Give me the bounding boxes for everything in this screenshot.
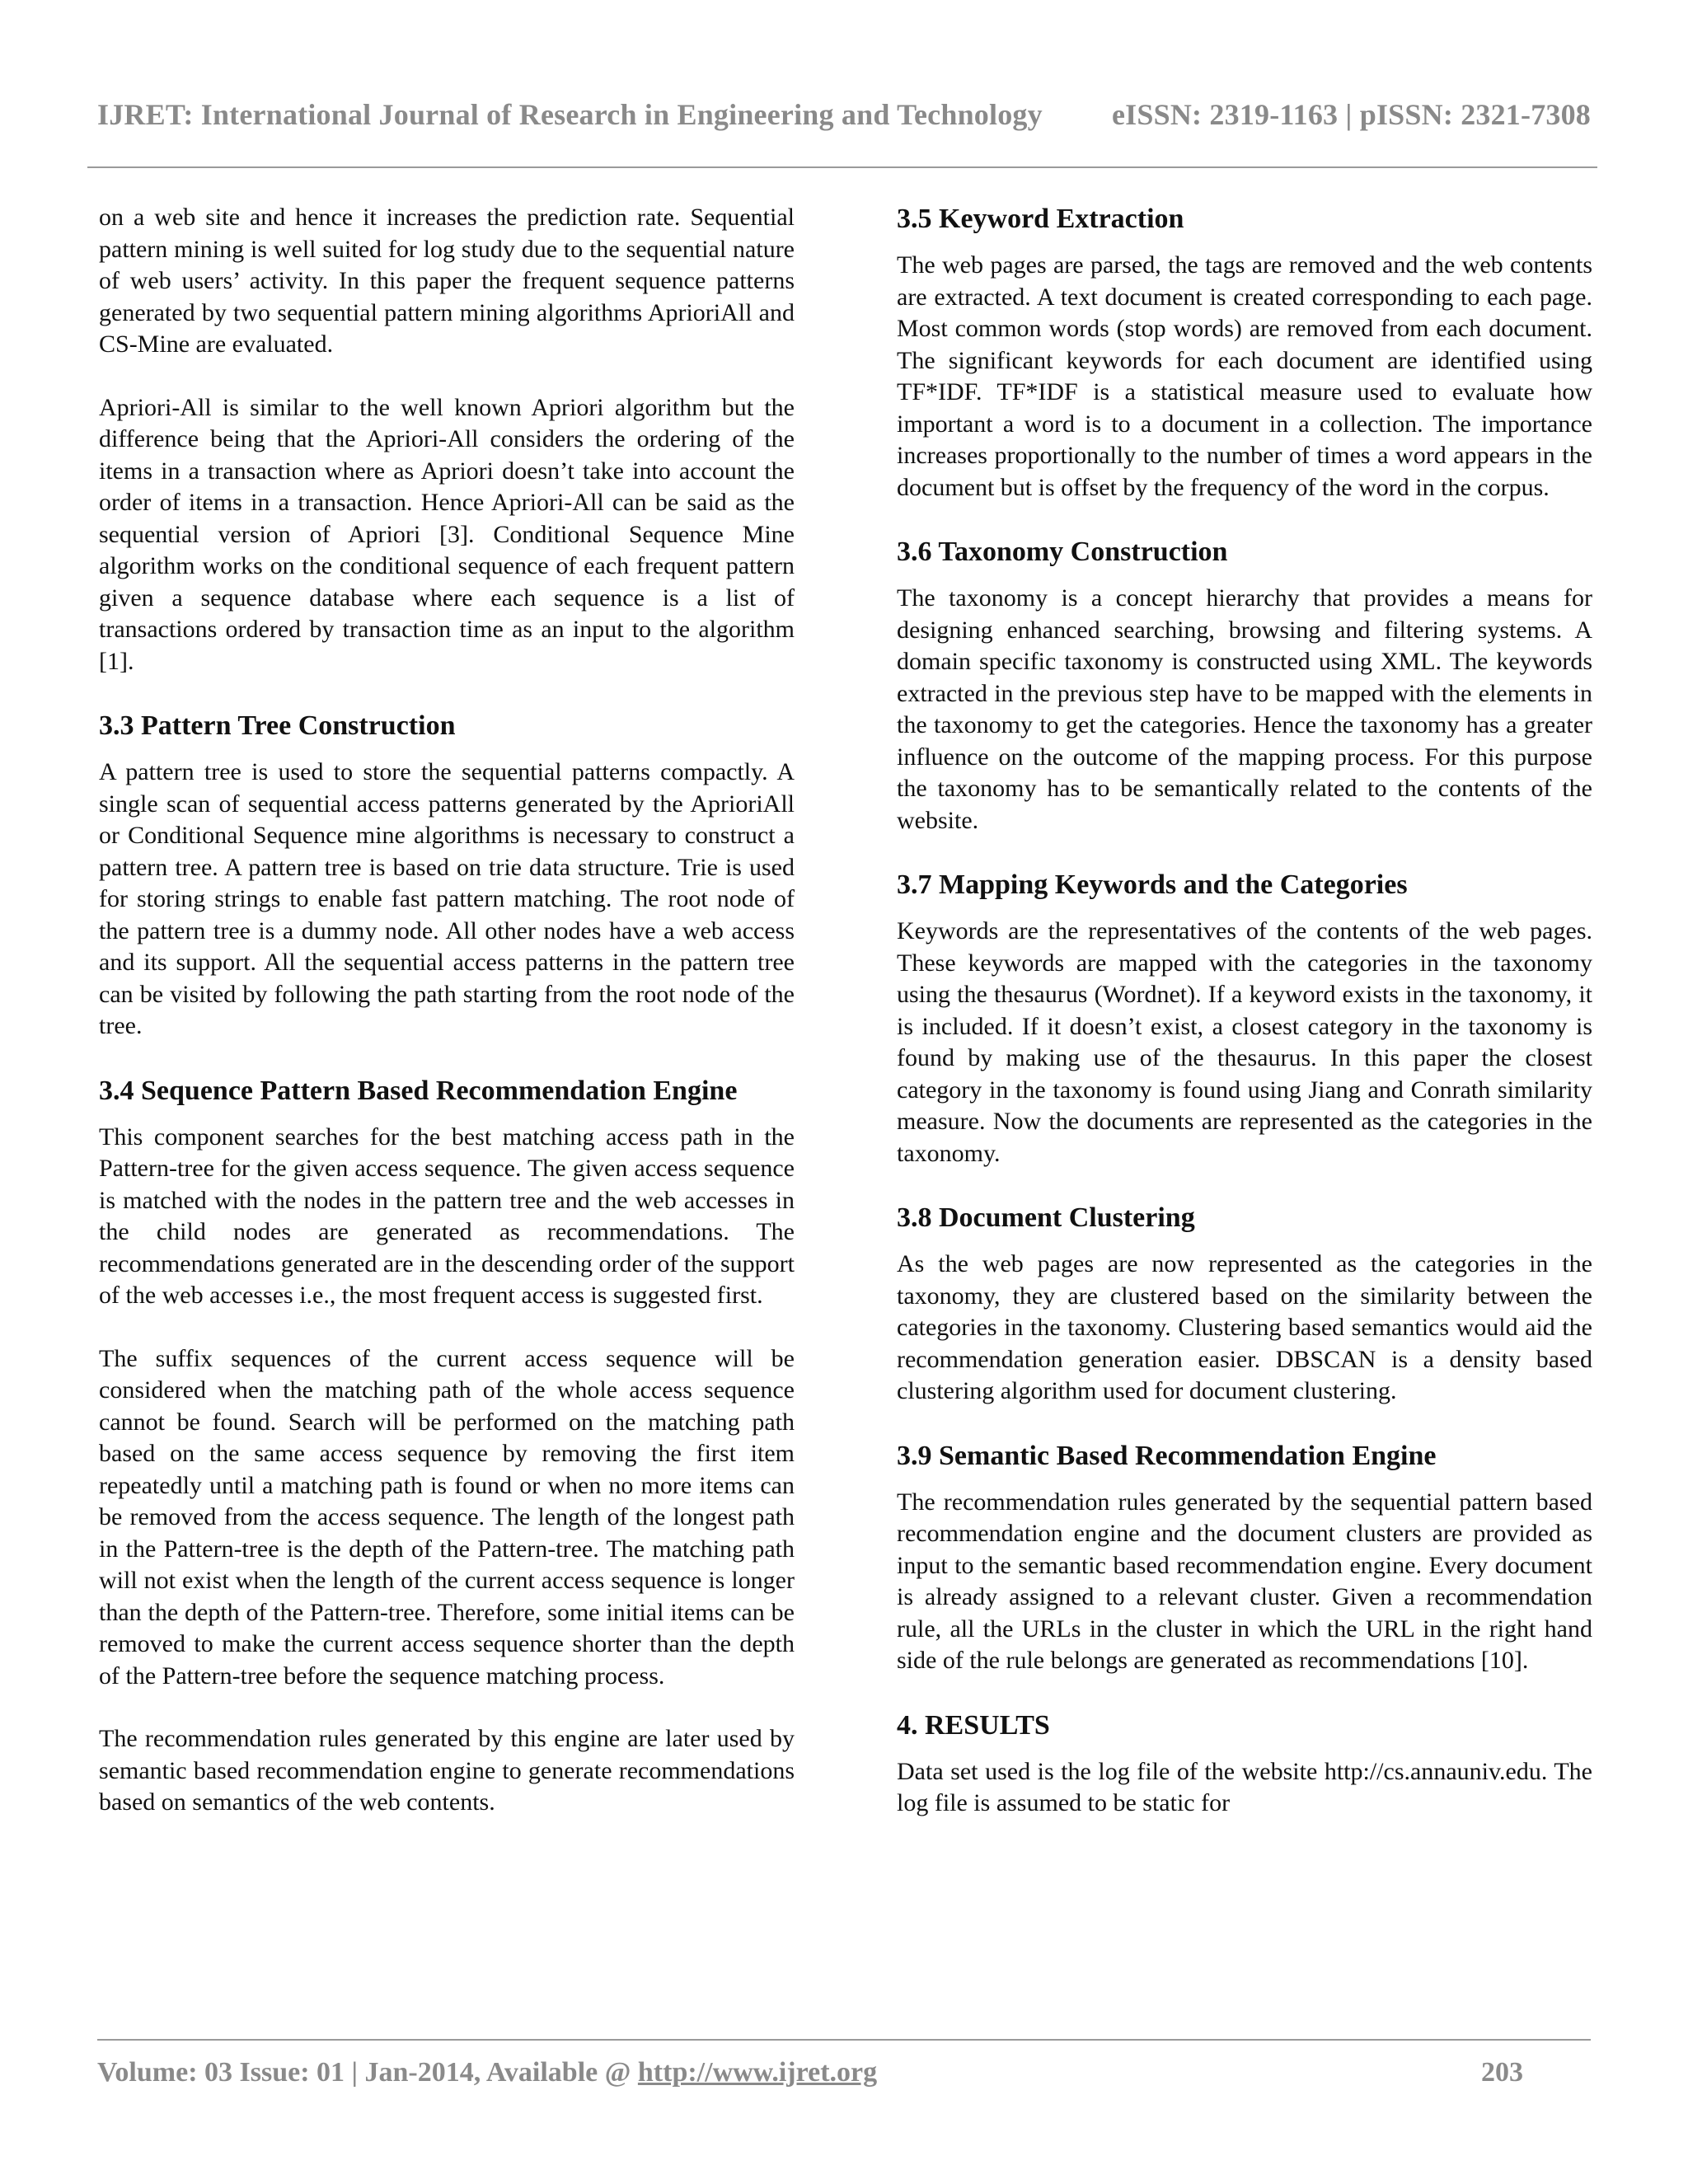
section-heading-3-8: 3.8 Document Clustering bbox=[897, 1202, 1195, 1233]
paragraph: The suffix sequences of the current access sequence will be considered when the matching path of the whole access sequence cannot be found. Search will be performed on the matching path based on the same access sequence by removing the first item repeatedly until a matching path is found or when no more items can be removed from the access sequence. The length of the longest path in the Pattern-tree is the depth of the Pattern-tree. The matching path will not exist when the length of the current access sequence is longer than the depth of the Pattern-tree. Therefore, some initial items can be removed to make the current access sequence shorter than the depth of the Pattern-tree before the sequence matching process. bbox=[99, 1344, 795, 1690]
footer-divider bbox=[97, 2039, 1591, 2041]
section-heading-3-9: 3.9 Semantic Based Recommendation Engine bbox=[897, 1440, 1437, 1471]
paragraph: The recommendation rules generated by this engine are later used by semantic based recommendation engine to generate recommendations based on semantics of the web contents. bbox=[99, 1725, 795, 1816]
journal-link[interactable]: http://www.ijret.org bbox=[637, 2057, 878, 2088]
paragraph: A pattern tree is used to store the sequential patterns compactly. A single scan of sequential access patterns generated by the AprioriAll or Conditional Sequence mine algorithms is necessary to construct a pattern tree. A pattern tree is based on trie data structure. Trie is used for storing strings to enable fast pattern matching. The root node of the pattern tree is a dummy node. All other nodes have a web access and its support. All the sequential access patterns in the pattern tree can be visited by following the path starting from the root node of the tree. bbox=[99, 758, 795, 1039]
page-footer bbox=[97, 2057, 1523, 2088]
header-divider bbox=[87, 166, 1597, 168]
section-heading-3-3: 3.3 Pattern Tree Construction bbox=[99, 710, 456, 741]
paragraph: Apriori-All is similar to the well known Apriori algorithm but the difference being that the Apriori-All considers the ordering of the items in a transaction where as Apriori doesn’t take into account the order of items in a transaction. Hence Apriori-All can be said as the sequential version of Apriori [3]. Conditional Sequence Mine algorithm works on the conditional sequence of each frequent pattern given a sequence database where each sequence is a list of transactions ordered by transaction time as an input to the algorithm [1]. bbox=[99, 393, 795, 675]
page-number: 203 bbox=[1481, 2057, 1523, 2088]
paragraph: on a web site and hence it increases the prediction rate. Sequential pattern mining is well suited for log study due to the sequential nature of web users’ activity. In this paper the frequent sequence patterns generated by two sequential pattern mining algorithms AprioriAll and CS-Mine are evaluated. bbox=[99, 204, 795, 358]
volume-info: Volume: 03 Issue: 01 | Jan-2014, Available @ bbox=[97, 2057, 638, 2088]
paragraph: The web pages are parsed, the tags are removed and the web contents are extracted. A text document is created corresponding to each page. Most common words (stop words) are removed from each document. The significant keywords for each document are identified using TF*IDF. TF*IDF is a statistical measure used to evaluate how important a word is to a document in a collection. The importance increases proportionally to the number of times a word appears in the document but is offset by the frequency of the word in the corpus. bbox=[897, 251, 1592, 501]
paragraph: This component searches for the best matching access path in the Pattern-tree for the given access sequence. The given access sequence is matched with the nodes in the pattern tree and the web accesses in the child nodes are generated as recommendations. The recommendations generated are in the descending order of the support of the web accesses i.e., the most frequent access is suggested first. bbox=[99, 1122, 795, 1309]
paragraph: The recommendation rules generated by the sequential pattern based recommendation engine and the document clusters are provided as input to the semantic based recommendation engine. Every document is already assigned to a relevant cluster. Given a recommendation rule, all the URLs in the cluster in which the URL in the right hand side of the rule belongs are generated as recommendations [10]. bbox=[897, 1488, 1592, 1674]
section-heading-4: 4. RESULTS bbox=[897, 1709, 1050, 1741]
section-heading-3-5: 3.5 Keyword Extraction bbox=[897, 204, 1184, 234]
journal-title: IJRET: International Journal of Research in Engineering and Technology bbox=[97, 98, 1043, 131]
paragraph: The taxonomy is a concept hierarchy that provides a means for designing enhanced searching, browsing and filtering systems. A domain specific taxonomy is constructed using XML. The keywords extracted in the previous step have to be mapped with the elements in the taxonomy to get the categories. Hence the taxonomy has a greater influence on the outcome of the mapping process. For this purpose the taxonomy has to be semantically related to the contents of the website. bbox=[897, 584, 1592, 834]
paragraph: Keywords are the representatives of the contents of the web pages. These keywords are mapped with the categories in the taxonomy using the thesaurus (Wordnet). If a keyword exists in the taxonomy, it is included. If it doesn’t exist, a closest category in the taxonomy is found by making use of the thesaurus. In this paper the closest category in the taxonomy is found using Jiang and Conrath similarity measure. Now the documents are represented as the categories in the taxonomy. bbox=[897, 917, 1592, 1167]
section-heading-3-6: 3.6 Taxonomy Construction bbox=[897, 537, 1228, 567]
section-heading-3-4: 3.4 Sequence Pattern Based Recommendation Engine bbox=[99, 1075, 738, 1106]
issn-numbers: eISSN: 2319-1163 | pISSN: 2321-7308 bbox=[1112, 98, 1591, 131]
section-heading-3-7: 3.7 Mapping Keywords and the Categories bbox=[897, 869, 1408, 900]
paragraph: As the web pages are now represented as the categories in the taxonomy, they are clustered based on the similarity between the categories in the taxonomy. Clustering based semantics would aid the recommendation generation easier. DBSCAN is a density based clustering algorithm used for document clustering. bbox=[897, 1250, 1592, 1404]
right-column bbox=[897, 202, 1592, 1851]
left-column bbox=[99, 202, 795, 1850]
paragraph: Data set used is the log file of the website http://cs.annauniv.edu. The log file is assumed to be static for bbox=[897, 1757, 1592, 1816]
